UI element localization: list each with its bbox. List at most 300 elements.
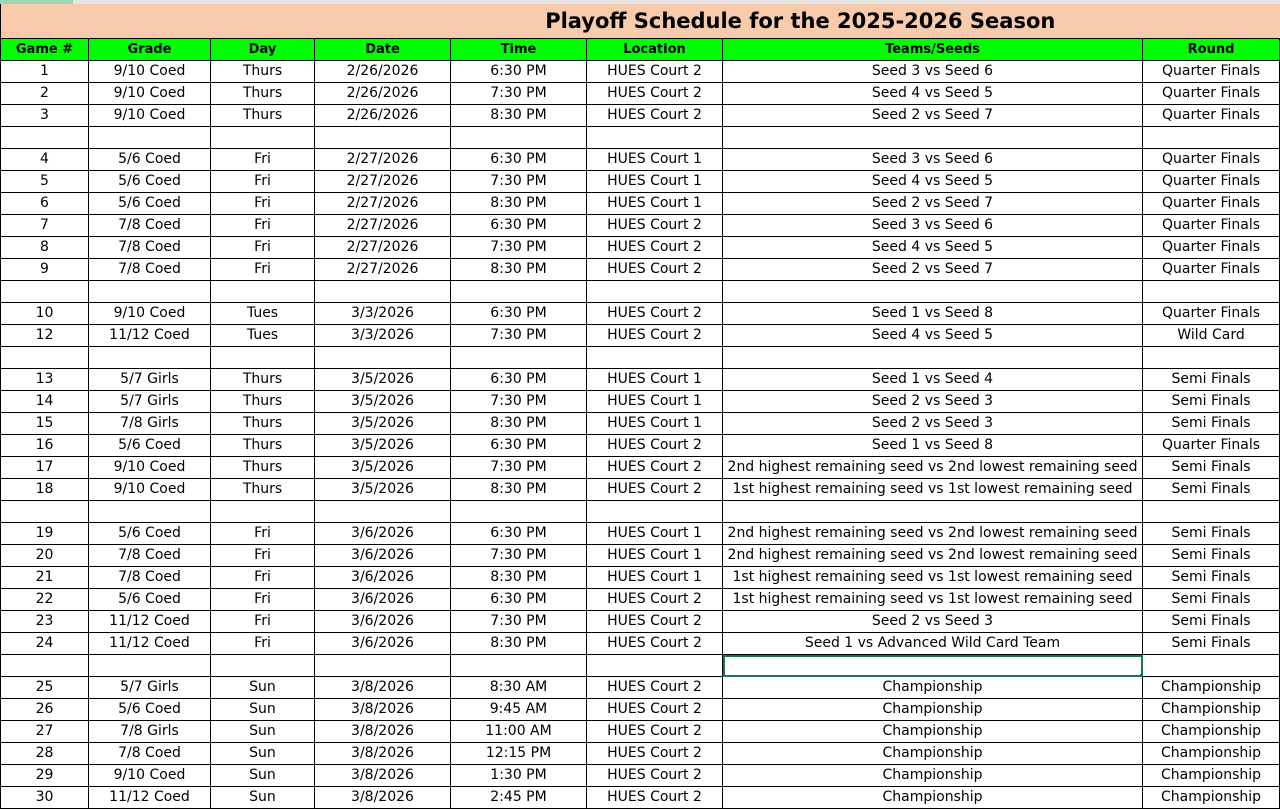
round-cell[interactable]: Semi Finals: [1143, 611, 1280, 633]
time-cell[interactable]: 6:30 PM: [451, 303, 587, 325]
teams-seeds-cell[interactable]: Seed 3 vs Seed 6: [723, 61, 1143, 83]
date-cell[interactable]: 3/8/2026: [315, 721, 451, 743]
day-cell[interactable]: Sun: [211, 765, 315, 787]
teams-seeds-cell[interactable]: Championship: [723, 787, 1143, 809]
day-cell[interactable]: Thurs: [211, 369, 315, 391]
header-round[interactable]: Round: [1143, 39, 1280, 61]
round-cell[interactable]: Quarter Finals: [1143, 61, 1280, 83]
day-cell[interactable]: Fri: [211, 237, 315, 259]
location-cell[interactable]: HUES Court 2: [587, 325, 723, 347]
teams-seeds-cell[interactable]: Seed 3 vs Seed 6: [723, 149, 1143, 171]
round-cell[interactable]: Semi Finals: [1143, 479, 1280, 501]
round-cell[interactable]: [1143, 501, 1280, 523]
grade-cell[interactable]: 5/7 Girls: [89, 391, 211, 413]
header-day[interactable]: Day: [211, 39, 315, 61]
round-cell[interactable]: Championship: [1143, 743, 1280, 765]
teams-seeds-cell[interactable]: Seed 1 vs Seed 4: [723, 369, 1143, 391]
date-cell[interactable]: 2/26/2026: [315, 61, 451, 83]
location-cell[interactable]: HUES Court 2: [587, 61, 723, 83]
time-cell[interactable]: 8:30 PM: [451, 479, 587, 501]
grade-cell[interactable]: 9/10 Coed: [89, 83, 211, 105]
teams-seeds-cell[interactable]: Championship: [723, 743, 1143, 765]
date-cell[interactable]: 3/6/2026: [315, 523, 451, 545]
game-number-cell[interactable]: 23: [1, 611, 89, 633]
location-cell[interactable]: HUES Court 2: [587, 589, 723, 611]
day-cell[interactable]: Sun: [211, 677, 315, 699]
round-cell[interactable]: Semi Finals: [1143, 391, 1280, 413]
day-cell[interactable]: [211, 347, 315, 369]
grade-cell[interactable]: 9/10 Coed: [89, 61, 211, 83]
round-cell[interactable]: Quarter Finals: [1143, 105, 1280, 127]
grade-cell[interactable]: 5/7 Girls: [89, 677, 211, 699]
round-cell[interactable]: Semi Finals: [1143, 413, 1280, 435]
header-grade[interactable]: Grade: [89, 39, 211, 61]
time-cell[interactable]: 7:30 PM: [451, 391, 587, 413]
date-cell[interactable]: 2/27/2026: [315, 237, 451, 259]
game-number-cell[interactable]: 24: [1, 633, 89, 655]
game-number-cell[interactable]: [1, 127, 89, 149]
day-cell[interactable]: Thurs: [211, 61, 315, 83]
game-number-cell[interactable]: 14: [1, 391, 89, 413]
date-cell[interactable]: [315, 347, 451, 369]
date-cell[interactable]: 3/8/2026: [315, 677, 451, 699]
game-number-cell[interactable]: 12: [1, 325, 89, 347]
location-cell[interactable]: HUES Court 1: [587, 193, 723, 215]
round-cell[interactable]: Quarter Finals: [1143, 259, 1280, 281]
grade-cell[interactable]: 5/6 Coed: [89, 699, 211, 721]
grade-cell[interactable]: 7/8 Coed: [89, 545, 211, 567]
location-cell[interactable]: HUES Court 2: [587, 765, 723, 787]
grade-cell[interactable]: 5/6 Coed: [89, 589, 211, 611]
date-cell[interactable]: 3/8/2026: [315, 699, 451, 721]
blank-row: [1, 281, 1280, 303]
header-date[interactable]: Date: [315, 39, 451, 61]
date-cell[interactable]: 3/8/2026: [315, 787, 451, 809]
time-cell[interactable]: 7:30 PM: [451, 457, 587, 479]
location-cell[interactable]: HUES Court 2: [587, 259, 723, 281]
game-number-cell[interactable]: 20: [1, 545, 89, 567]
date-cell[interactable]: 2/26/2026: [315, 105, 451, 127]
time-cell[interactable]: [451, 655, 587, 677]
time-cell[interactable]: [451, 127, 587, 149]
time-cell[interactable]: 2:45 PM: [451, 787, 587, 809]
time-cell[interactable]: [451, 281, 587, 303]
location-cell[interactable]: HUES Court 2: [587, 457, 723, 479]
location-cell[interactable]: HUES Court 1: [587, 369, 723, 391]
round-cell[interactable]: Championship: [1143, 787, 1280, 809]
table-row: [1, 303, 1280, 325]
game-number-cell[interactable]: 9: [1, 259, 89, 281]
round-cell[interactable]: Championship: [1143, 765, 1280, 787]
teams-seeds-cell[interactable]: 2nd highest remaining seed vs 2nd lowest remaining seed: [723, 545, 1143, 567]
teams-seeds-cell[interactable]: [723, 281, 1143, 303]
date-cell[interactable]: 3/5/2026: [315, 413, 451, 435]
table-row: [1, 105, 1280, 127]
table-row: [1, 479, 1280, 501]
day-cell[interactable]: Thurs: [211, 413, 315, 435]
location-cell[interactable]: HUES Court 2: [587, 699, 723, 721]
teams-seeds-cell[interactable]: Championship: [723, 677, 1143, 699]
day-cell[interactable]: Thurs: [211, 435, 315, 457]
teams-seeds-cell[interactable]: Seed 1 vs Seed 8: [723, 303, 1143, 325]
time-cell[interactable]: [451, 347, 587, 369]
game-number-cell[interactable]: 27: [1, 721, 89, 743]
round-cell[interactable]: Semi Finals: [1143, 567, 1280, 589]
game-number-cell[interactable]: 5: [1, 171, 89, 193]
teams-seeds-cell[interactable]: Seed 2 vs Seed 7: [723, 105, 1143, 127]
time-cell[interactable]: 6:30 PM: [451, 369, 587, 391]
time-cell[interactable]: 8:30 PM: [451, 105, 587, 127]
teams-seeds-cell[interactable]: [723, 127, 1143, 149]
location-cell[interactable]: HUES Court 2: [587, 83, 723, 105]
date-cell[interactable]: 2/27/2026: [315, 171, 451, 193]
grade-cell[interactable]: 9/10 Coed: [89, 457, 211, 479]
teams-seeds-cell[interactable]: Seed 4 vs Seed 5: [723, 325, 1143, 347]
date-cell[interactable]: 3/5/2026: [315, 479, 451, 501]
time-cell[interactable]: 11:00 AM: [451, 721, 587, 743]
day-cell[interactable]: Thurs: [211, 479, 315, 501]
table-row: [1, 215, 1280, 237]
game-number-cell[interactable]: 19: [1, 523, 89, 545]
round-cell[interactable]: Semi Finals: [1143, 523, 1280, 545]
location-cell[interactable]: HUES Court 2: [587, 237, 723, 259]
teams-seeds-cell[interactable]: Seed 2 vs Seed 7: [723, 259, 1143, 281]
game-number-cell[interactable]: 16: [1, 435, 89, 457]
time-cell[interactable]: 8:30 PM: [451, 259, 587, 281]
date-cell[interactable]: 2/27/2026: [315, 193, 451, 215]
location-cell[interactable]: [587, 347, 723, 369]
teams-seeds-cell[interactable]: 1st highest remaining seed vs 1st lowest remaining seed: [723, 589, 1143, 611]
teams-seeds-cell[interactable]: Seed 1 vs Advanced Wild Card Team: [723, 633, 1143, 655]
day-cell[interactable]: Fri: [211, 193, 315, 215]
location-cell[interactable]: HUES Court 2: [587, 105, 723, 127]
game-number-cell[interactable]: 3: [1, 105, 89, 127]
round-cell[interactable]: Quarter Finals: [1143, 83, 1280, 105]
game-number-cell[interactable]: 2: [1, 83, 89, 105]
location-cell[interactable]: HUES Court 1: [587, 567, 723, 589]
round-cell[interactable]: Quarter Finals: [1143, 435, 1280, 457]
time-cell[interactable]: 6:30 PM: [451, 149, 587, 171]
location-cell[interactable]: [587, 281, 723, 303]
round-cell[interactable]: Championship: [1143, 677, 1280, 699]
time-cell[interactable]: 7:30 PM: [451, 611, 587, 633]
game-number-cell[interactable]: [1, 501, 89, 523]
teams-seeds-cell[interactable]: Seed 1 vs Seed 8: [723, 435, 1143, 457]
grade-cell[interactable]: [89, 501, 211, 523]
date-cell[interactable]: 3/6/2026: [315, 633, 451, 655]
time-cell[interactable]: 1:30 PM: [451, 765, 587, 787]
date-cell[interactable]: 3/8/2026: [315, 743, 451, 765]
grade-cell[interactable]: 5/6 Coed: [89, 193, 211, 215]
day-cell[interactable]: Fri: [211, 149, 315, 171]
teams-seeds-cell[interactable]: Seed 4 vs Seed 5: [723, 237, 1143, 259]
header-game-number[interactable]: Game #: [1, 39, 89, 61]
teams-seeds-cell[interactable]: [723, 655, 1143, 677]
location-cell[interactable]: HUES Court 2: [587, 721, 723, 743]
location-cell[interactable]: HUES Court 2: [587, 633, 723, 655]
grade-cell[interactable]: 5/7 Girls: [89, 369, 211, 391]
day-cell[interactable]: Thurs: [211, 105, 315, 127]
day-cell[interactable]: Fri: [211, 633, 315, 655]
round-cell[interactable]: Quarter Finals: [1143, 237, 1280, 259]
game-number-cell[interactable]: 28: [1, 743, 89, 765]
game-number-cell[interactable]: 15: [1, 413, 89, 435]
day-cell[interactable]: [211, 655, 315, 677]
grade-cell[interactable]: 5/6 Coed: [89, 523, 211, 545]
time-cell[interactable]: 7:30 PM: [451, 237, 587, 259]
teams-seeds-cell[interactable]: 2nd highest remaining seed vs 2nd lowest remaining seed: [723, 523, 1143, 545]
table-row: [1, 83, 1280, 105]
date-cell[interactable]: [315, 501, 451, 523]
teams-seeds-cell[interactable]: Seed 4 vs Seed 5: [723, 171, 1143, 193]
location-cell[interactable]: HUES Court 2: [587, 215, 723, 237]
day-cell[interactable]: Fri: [211, 611, 315, 633]
teams-seeds-cell[interactable]: Championship: [723, 765, 1143, 787]
date-cell[interactable]: 3/6/2026: [315, 545, 451, 567]
round-cell[interactable]: Quarter Finals: [1143, 149, 1280, 171]
day-cell[interactable]: [211, 127, 315, 149]
round-cell[interactable]: Quarter Finals: [1143, 303, 1280, 325]
round-cell[interactable]: Semi Finals: [1143, 589, 1280, 611]
game-number-cell[interactable]: 6: [1, 193, 89, 215]
grade-cell[interactable]: [89, 655, 211, 677]
game-number-cell[interactable]: 10: [1, 303, 89, 325]
grade-cell[interactable]: 7/8 Coed: [89, 237, 211, 259]
time-cell[interactable]: 6:30 PM: [451, 61, 587, 83]
date-cell[interactable]: [315, 655, 451, 677]
day-cell[interactable]: Thurs: [211, 391, 315, 413]
location-cell[interactable]: HUES Court 2: [587, 787, 723, 809]
round-cell[interactable]: Quarter Finals: [1143, 215, 1280, 237]
game-number-cell[interactable]: [1, 655, 89, 677]
time-cell[interactable]: 7:30 PM: [451, 325, 587, 347]
round-cell[interactable]: [1143, 655, 1280, 677]
game-number-cell[interactable]: 7: [1, 215, 89, 237]
date-cell[interactable]: 2/27/2026: [315, 215, 451, 237]
game-number-cell[interactable]: 22: [1, 589, 89, 611]
table-row: [1, 787, 1280, 809]
time-cell[interactable]: 12:15 PM: [451, 743, 587, 765]
time-cell[interactable]: 7:30 PM: [451, 83, 587, 105]
game-number-cell[interactable]: [1, 281, 89, 303]
day-cell[interactable]: Fri: [211, 589, 315, 611]
game-number-cell[interactable]: 26: [1, 699, 89, 721]
location-cell[interactable]: HUES Court 1: [587, 523, 723, 545]
game-number-cell[interactable]: 1: [1, 61, 89, 83]
grade-cell[interactable]: 9/10 Coed: [89, 105, 211, 127]
date-cell[interactable]: [315, 127, 451, 149]
teams-seeds-cell[interactable]: Championship: [723, 721, 1143, 743]
day-cell[interactable]: Fri: [211, 259, 315, 281]
teams-seeds-cell[interactable]: [723, 501, 1143, 523]
table-row: [1, 171, 1280, 193]
location-cell[interactable]: HUES Court 1: [587, 391, 723, 413]
date-cell[interactable]: 3/5/2026: [315, 369, 451, 391]
day-cell[interactable]: Thurs: [211, 83, 315, 105]
grade-cell[interactable]: 7/8 Girls: [89, 413, 211, 435]
location-cell[interactable]: [587, 501, 723, 523]
teams-seeds-cell[interactable]: Seed 2 vs Seed 3: [723, 413, 1143, 435]
round-cell[interactable]: Championship: [1143, 721, 1280, 743]
day-cell[interactable]: Fri: [211, 567, 315, 589]
day-cell[interactable]: Sun: [211, 699, 315, 721]
time-cell[interactable]: 6:30 PM: [451, 435, 587, 457]
date-cell[interactable]: 2/26/2026: [315, 83, 451, 105]
date-cell[interactable]: 3/3/2026: [315, 325, 451, 347]
grade-cell[interactable]: 9/10 Coed: [89, 765, 211, 787]
game-number-cell[interactable]: 13: [1, 369, 89, 391]
grade-cell[interactable]: 7/8 Coed: [89, 743, 211, 765]
teams-seeds-cell[interactable]: Seed 2 vs Seed 3: [723, 611, 1143, 633]
round-cell[interactable]: Quarter Finals: [1143, 193, 1280, 215]
time-cell[interactable]: 8:30 PM: [451, 567, 587, 589]
teams-seeds-cell[interactable]: Seed 4 vs Seed 5: [723, 83, 1143, 105]
day-cell[interactable]: Fri: [211, 215, 315, 237]
time-cell[interactable]: 9:45 AM: [451, 699, 587, 721]
time-cell[interactable]: 8:30 PM: [451, 193, 587, 215]
game-number-cell[interactable]: 18: [1, 479, 89, 501]
grade-cell[interactable]: 11/12 Coed: [89, 633, 211, 655]
teams-seeds-cell[interactable]: Seed 3 vs Seed 6: [723, 215, 1143, 237]
day-cell[interactable]: Thurs: [211, 457, 315, 479]
game-number-cell[interactable]: 4: [1, 149, 89, 171]
round-cell[interactable]: [1143, 281, 1280, 303]
round-cell[interactable]: Championship: [1143, 699, 1280, 721]
grade-cell[interactable]: 11/12 Coed: [89, 611, 211, 633]
date-cell[interactable]: 3/6/2026: [315, 589, 451, 611]
location-cell[interactable]: HUES Court 2: [587, 435, 723, 457]
day-cell[interactable]: Sun: [211, 743, 315, 765]
teams-seeds-cell[interactable]: 1st highest remaining seed vs 1st lowest remaining seed: [723, 479, 1143, 501]
date-cell[interactable]: 3/5/2026: [315, 391, 451, 413]
day-cell[interactable]: Tues: [211, 325, 315, 347]
date-cell[interactable]: 3/5/2026: [315, 457, 451, 479]
day-cell[interactable]: Fri: [211, 545, 315, 567]
grade-cell[interactable]: 9/10 Coed: [89, 303, 211, 325]
time-cell[interactable]: 7:30 PM: [451, 545, 587, 567]
table-row: [1, 259, 1280, 281]
table-row: [1, 149, 1280, 171]
day-cell[interactable]: Sun: [211, 721, 315, 743]
grade-cell[interactable]: 5/6 Coed: [89, 171, 211, 193]
location-cell[interactable]: [587, 127, 723, 149]
game-number-cell[interactable]: 8: [1, 237, 89, 259]
date-cell[interactable]: [315, 281, 451, 303]
grade-cell[interactable]: 7/8 Coed: [89, 567, 211, 589]
location-cell[interactable]: HUES Court 1: [587, 545, 723, 567]
teams-seeds-cell[interactable]: [723, 347, 1143, 369]
date-cell[interactable]: 3/3/2026: [315, 303, 451, 325]
grade-cell[interactable]: 9/10 Coed: [89, 479, 211, 501]
grade-cell[interactable]: 7/8 Coed: [89, 259, 211, 281]
location-cell[interactable]: [587, 655, 723, 677]
location-cell[interactable]: HUES Court 1: [587, 171, 723, 193]
day-cell[interactable]: Fri: [211, 523, 315, 545]
time-cell[interactable]: 7:30 PM: [451, 171, 587, 193]
grade-cell[interactable]: 5/6 Coed: [89, 435, 211, 457]
day-cell[interactable]: [211, 501, 315, 523]
day-cell[interactable]: [211, 281, 315, 303]
blank-row: [1, 347, 1280, 369]
time-cell[interactable]: 6:30 PM: [451, 589, 587, 611]
time-cell[interactable]: 8:30 PM: [451, 633, 587, 655]
grade-cell[interactable]: 7/8 Coed: [89, 215, 211, 237]
grade-cell[interactable]: 7/8 Girls: [89, 721, 211, 743]
grade-cell[interactable]: [89, 127, 211, 149]
location-cell[interactable]: HUES Court 2: [587, 479, 723, 501]
title-cell[interactable]: [1, 4, 1280, 39]
teams-seeds-cell[interactable]: Seed 2 vs Seed 7: [723, 193, 1143, 215]
grade-cell[interactable]: 11/12 Coed: [89, 325, 211, 347]
teams-seeds-cell[interactable]: 1st highest remaining seed vs 1st lowest remaining seed: [723, 567, 1143, 589]
round-cell[interactable]: Semi Finals: [1143, 545, 1280, 567]
round-cell[interactable]: Semi Finals: [1143, 369, 1280, 391]
location-cell[interactable]: HUES Court 1: [587, 149, 723, 171]
teams-seeds-cell[interactable]: Championship: [723, 699, 1143, 721]
time-cell[interactable]: 8:30 PM: [451, 413, 587, 435]
location-cell[interactable]: HUES Court 2: [587, 611, 723, 633]
header-time[interactable]: Time: [451, 39, 587, 61]
location-cell[interactable]: HUES Court 2: [587, 303, 723, 325]
header-location[interactable]: Location: [587, 39, 723, 61]
round-cell[interactable]: Semi Finals: [1143, 457, 1280, 479]
date-cell[interactable]: 2/27/2026: [315, 149, 451, 171]
table-row: [1, 633, 1280, 655]
table-row: [1, 193, 1280, 215]
day-cell[interactable]: Sun: [211, 787, 315, 809]
table-row: [1, 611, 1280, 633]
date-cell[interactable]: 3/5/2026: [315, 435, 451, 457]
round-cell[interactable]: [1143, 347, 1280, 369]
date-cell[interactable]: 2/27/2026: [315, 259, 451, 281]
time-cell[interactable]: 6:30 PM: [451, 523, 587, 545]
time-cell[interactable]: 6:30 PM: [451, 215, 587, 237]
round-cell[interactable]: Wild Card: [1143, 325, 1280, 347]
day-cell[interactable]: Tues: [211, 303, 315, 325]
date-cell[interactable]: 3/8/2026: [315, 765, 451, 787]
table-row: [1, 61, 1280, 83]
location-cell[interactable]: HUES Court 2: [587, 743, 723, 765]
round-cell[interactable]: Semi Finals: [1143, 633, 1280, 655]
teams-seeds-cell[interactable]: Seed 2 vs Seed 3: [723, 391, 1143, 413]
date-cell[interactable]: 3/6/2026: [315, 567, 451, 589]
game-number-cell[interactable]: 30: [1, 787, 89, 809]
location-cell[interactable]: HUES Court 1: [587, 413, 723, 435]
table-row: [1, 677, 1280, 699]
blank-row: [1, 501, 1280, 523]
grade-cell[interactable]: 5/6 Coed: [89, 149, 211, 171]
game-number-cell[interactable]: 25: [1, 677, 89, 699]
grade-cell[interactable]: [89, 347, 211, 369]
round-cell[interactable]: Quarter Finals: [1143, 171, 1280, 193]
game-number-cell[interactable]: 29: [1, 765, 89, 787]
grade-cell[interactable]: [89, 281, 211, 303]
location-cell[interactable]: HUES Court 2: [587, 677, 723, 699]
header-teams-seeds[interactable]: Teams/Seeds: [723, 39, 1143, 61]
game-number-cell[interactable]: [1, 347, 89, 369]
table-row: [1, 413, 1280, 435]
title-row: [1, 4, 1280, 39]
game-number-cell[interactable]: 21: [1, 567, 89, 589]
game-number-cell[interactable]: 17: [1, 457, 89, 479]
time-cell[interactable]: 8:30 AM: [451, 677, 587, 699]
teams-seeds-cell[interactable]: 2nd highest remaining seed vs 2nd lowest remaining seed: [723, 457, 1143, 479]
date-cell[interactable]: 3/6/2026: [315, 611, 451, 633]
round-cell[interactable]: [1143, 127, 1280, 149]
time-cell[interactable]: [451, 501, 587, 523]
grade-cell[interactable]: 11/12 Coed: [89, 787, 211, 809]
day-cell[interactable]: Fri: [211, 171, 315, 193]
